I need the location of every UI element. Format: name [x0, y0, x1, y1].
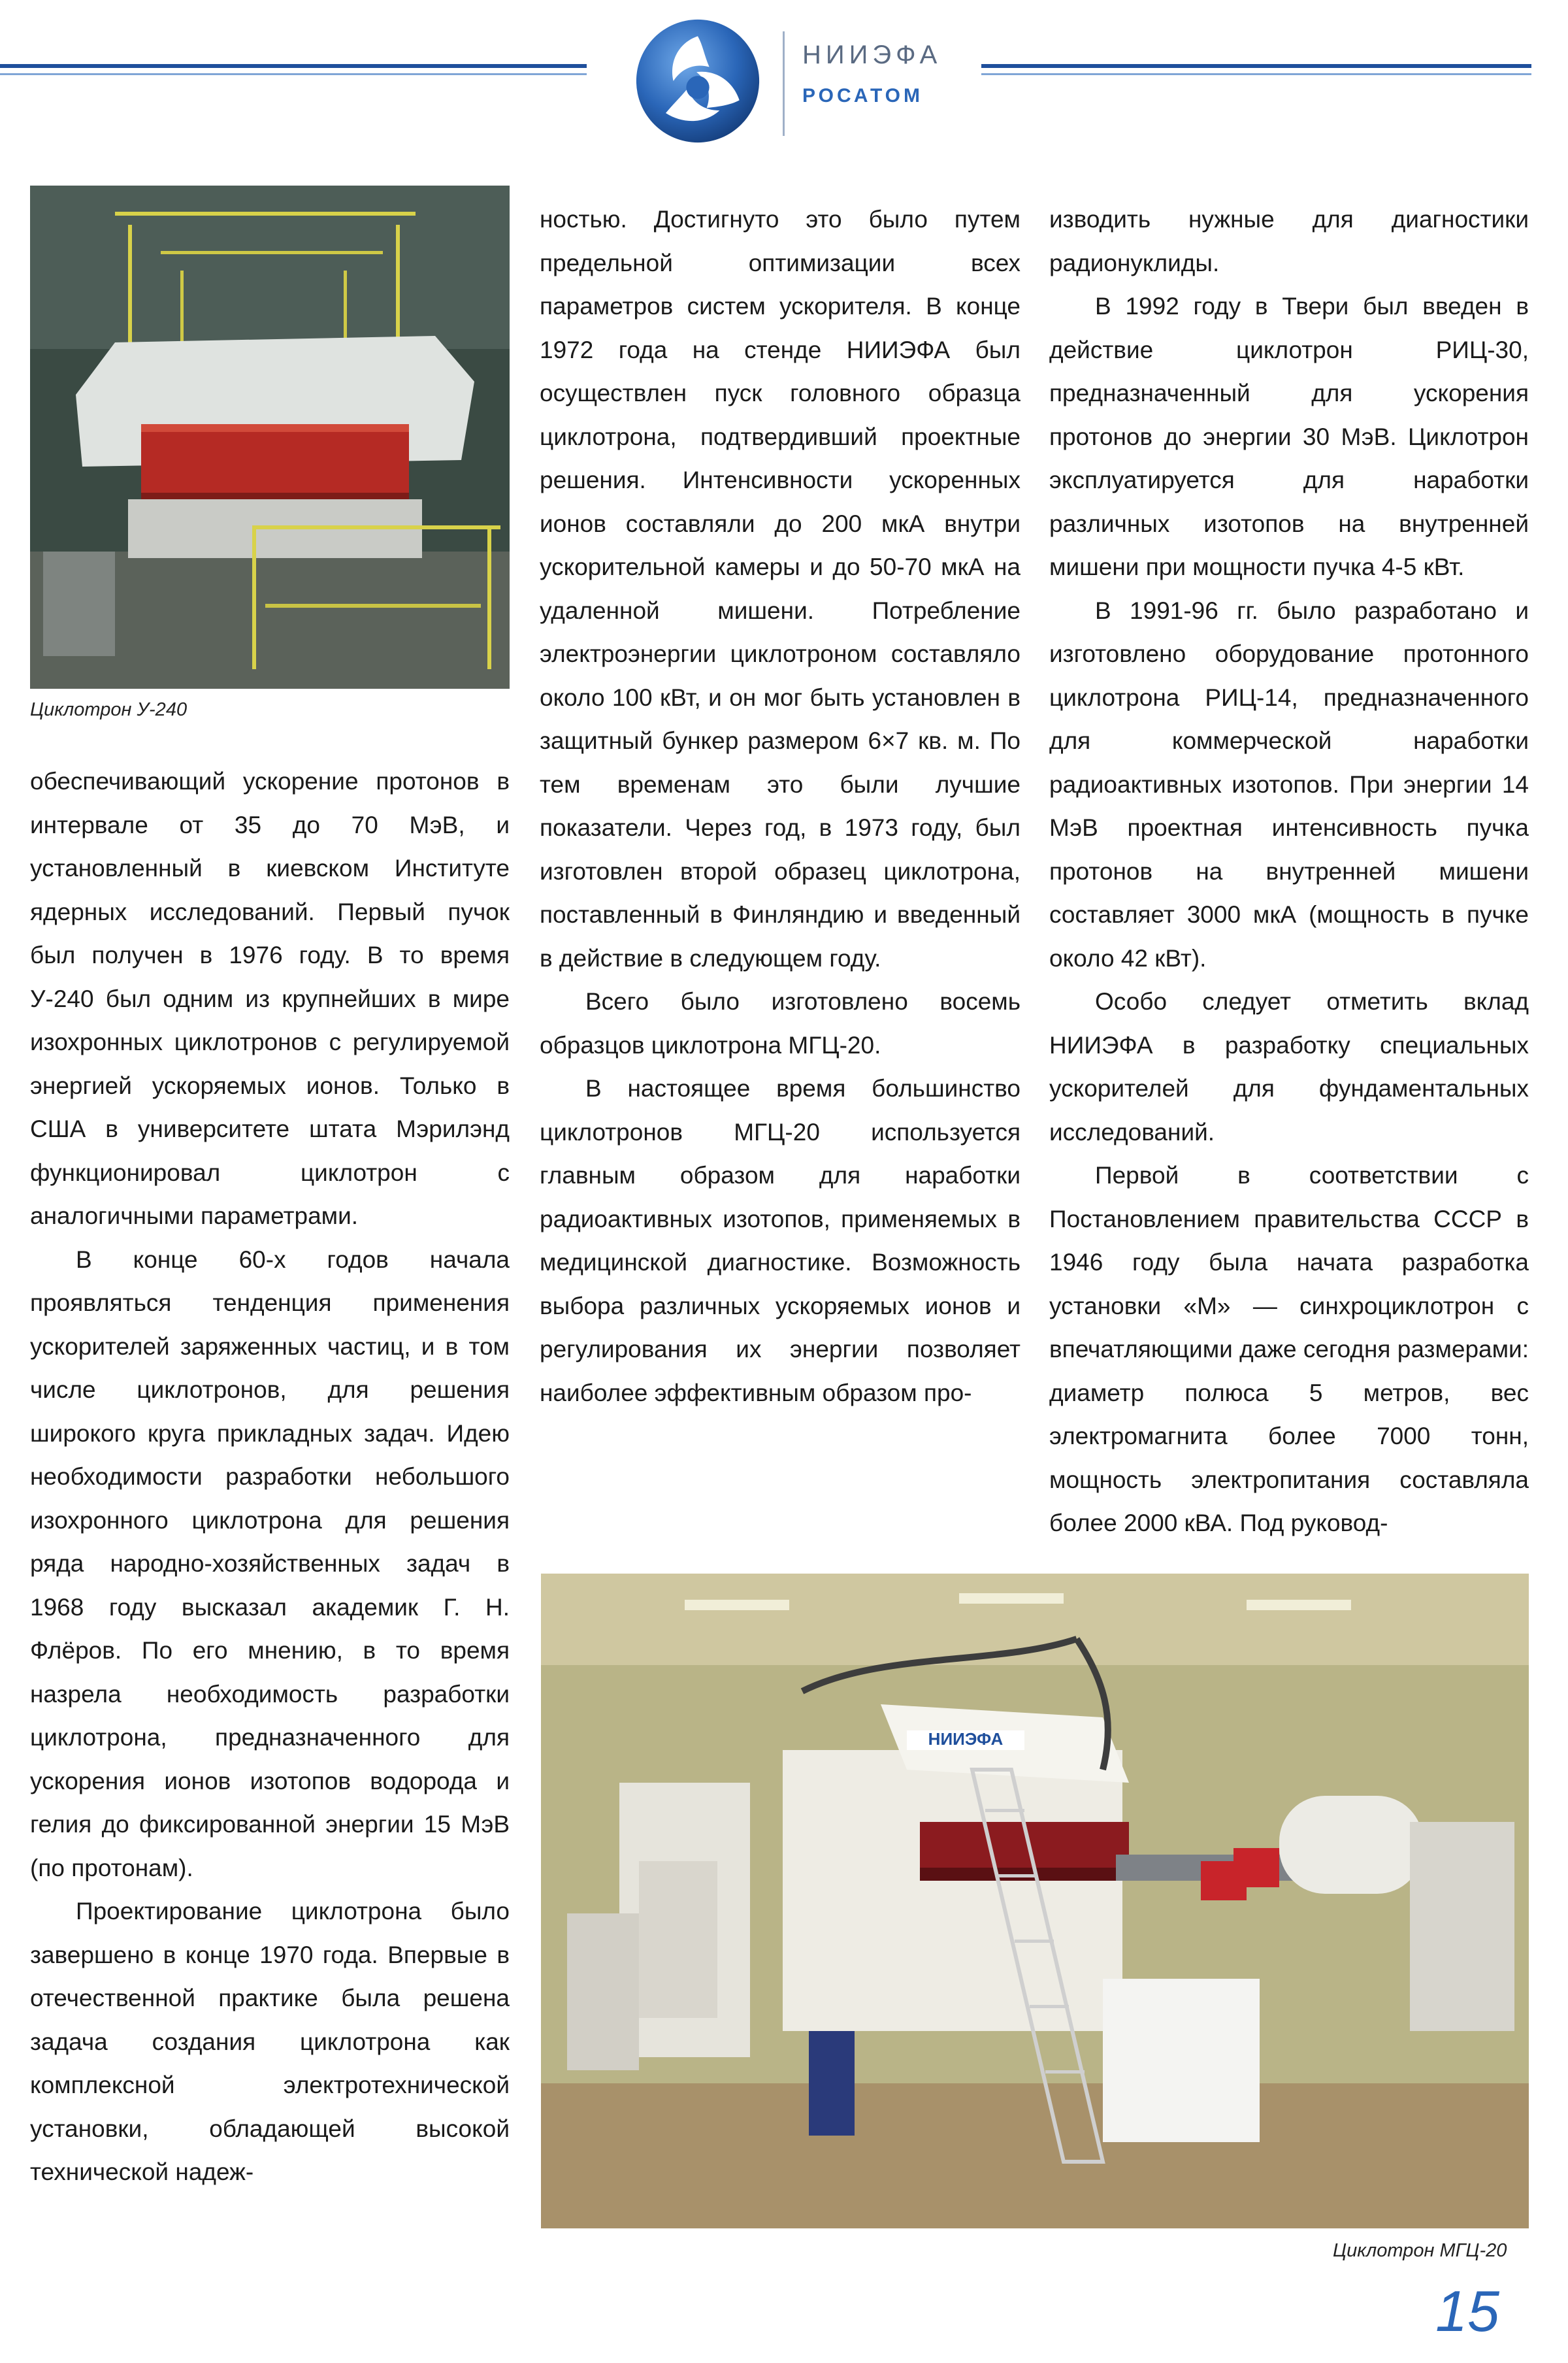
text-column-3 [1049, 198, 1529, 1545]
paragraph: обеспечивающий ускорение протонов в интервале от 35 до 70 МэВ, и установленный в киевском Институте ядерных исследований. Первый пучок был получен в 1976 году. В то время У-240 был одним из крупнейших в мире изохронных циклотронов с регулируемой энергией ускоряемых ионов. Только в США в университете штата Мэрилэнд функционировал циклотрон с аналогичными параметрами. [30, 768, 510, 1229]
photo-cyclotron-u240 [30, 186, 510, 689]
header-line-right [981, 64, 1531, 68]
header-line-right-thin [981, 73, 1531, 75]
header-line-left-thin [0, 73, 587, 75]
header-logo [627, 13, 942, 144]
paragraph: В конце 60-х годов начала проявляться тенденция применения ускорителей заряженных частиц, и в том числе циклотронов, для решения широкого круга прикладных задач. Идею необходимости разработки небольшого изохронного циклотрона для решения ряда народно-хозяйственных задач в 1968 году высказал академик Г. Н. Флёров. По его мнению, в то время назрела необходимость разработки циклотрона, предназначенного для ускорения ионов изотопов водорода и гелия до фиксированной энергии 15 МэВ (по протонам). [30, 1246, 510, 1881]
paragraph: изводить нужные для диагностики радионуклиды. [1049, 206, 1529, 276]
text-column-2 [540, 198, 1021, 1415]
caption-u240: Циклотрон У-240 [30, 699, 188, 720]
logo-separator [783, 31, 785, 136]
text-column-1 [30, 760, 510, 2194]
caption-mgc20: Циклотрон МГЦ-20 [1333, 2240, 1507, 2261]
paragraph: Первой в соответствии с Постановлением правительства СССР в 1946 году была начата разработка установки «М» — синхроциклотрон с впечатляющими даже сегодня размерами: диаметр полюса 5 метров, вес электромагнита более 7000 тонн, мощность электропитания составляла более 2000 кВА. Под руковод- [1049, 1162, 1529, 1536]
paragraph: В настоящее время большинство циклотронов МГЦ-20 используется главным образом для наработки радиоактивных изотопов, применяемых в медицинской диагностике. Возможность выбора различных ускоряемых ионов и регулирования их энергии позволяет наиболее эффективным образом про- [540, 1075, 1021, 1406]
rosatom-logo-icon [634, 17, 762, 145]
mgc20-plate-text: НИИЭФА [928, 1729, 1004, 1749]
header-line-left [0, 64, 587, 68]
paragraph: Всего было изготовлено восемь образцов циклотрона МГЦ-20. [540, 988, 1021, 1059]
paragraph: Особо следует отметить вклад НИИЭФА в разработку специальных ускорителей для фундаментальных исследований. [1049, 988, 1529, 1146]
paragraph: ностью. Достигнуто это было путем предельной оптимизации всех параметров систем ускорителя. В конце 1972 года на стенде НИИЭФА был осуществлен пуск головного образца циклотрона, подтвердивший проектные решения. Интенсивности ускоренных ионов составляли до 200 мкА внутри ускорительной камеры и до 50-70 мкА на удаленной мишени. Потребление электроэнергии циклотроном составляло около 100 кВт, и он мог быть установлен в защитный бункер размером 6×7 кв. м. По тем временам это были лучшие показатели. Через год, в 1973 году, был изготовлен второй образец циклотрона, поставленный в Финляндию и введенный в действие в следующем году. [540, 206, 1021, 972]
page-number: 15 [1435, 2279, 1499, 2343]
org-name: НИИЭФА [802, 41, 942, 69]
paragraph: Проектирование циклотрона было завершено в конце 1970 года. Впервые в отечественной практике была решена задача создания циклотрона как комплексной электротехнической установки, обладающей высокой технической надеж- [30, 1898, 510, 2185]
paragraph: В 1992 году в Твери был введен в действие циклотрон РИЦ-30, предназначенный для ускорения протонов до энергии 30 МэВ. Циклотрон эксплуатируется для наработки различных изотопов на внутренней мишени при мощности пучка 4-5 кВт. [1049, 293, 1529, 580]
paragraph: В 1991-96 гг. было разработано и изготовлено оборудование протонного циклотрона РИЦ-14, предназначенного для коммерческой наработки радиоактивных изотопов. При энергии 14 МэВ проектная интенсивность пучка протонов на внутренней мишени составляет 3000 мкА (мощность в пучке около 42 кВт). [1049, 597, 1529, 972]
photo-cyclotron-mgc20 [541, 1574, 1529, 2228]
org-subtitle: РОСАТОМ [802, 85, 923, 107]
